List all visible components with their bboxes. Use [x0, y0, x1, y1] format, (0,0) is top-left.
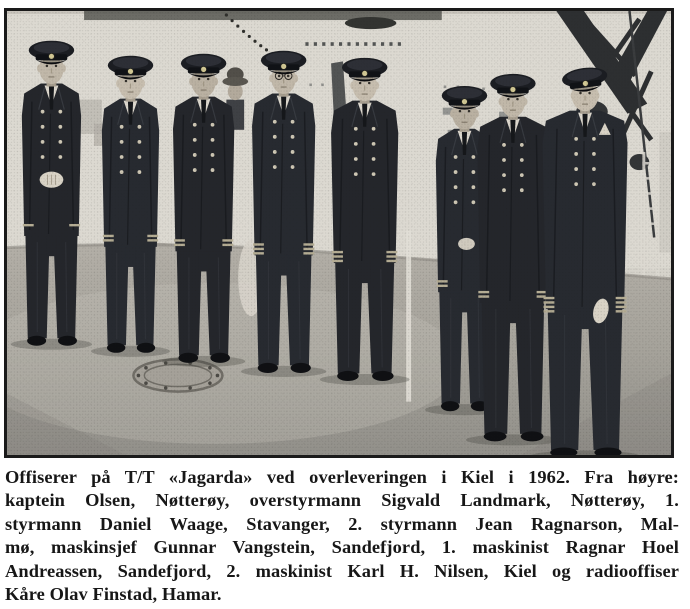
photo-caption [5, 466, 679, 606]
caption-line: kaptein Olsen, Nøtterøy, overstyrmann Sigvald Landmark, Nøtterøy, 1. [5, 490, 679, 511]
caption-line: Andreassen, Sandefjord, 2. maskinist Karl H. Nilsen, Kiel og radiooffiser [5, 560, 679, 581]
caption-line: styrmann Daniel Waage, Stavanger, 2. styrmann Jean Ragnarson, Mal- [5, 513, 679, 534]
caption-line: mø, maskinsjef Gunnar Vangstein, Sandefjord, 1. maskinist Ragnar Hoel [5, 537, 679, 558]
halftone-overlay [7, 11, 671, 455]
ship-photo [4, 8, 674, 458]
caption-line: Kåre Olav Finstad, Hamar. [5, 584, 222, 605]
caption-line: Offiserer på T/T «Jagarda» ved overleveringen i Kiel i 1962. Fra høyre: [5, 467, 679, 487]
ship-photo-canvas [7, 11, 671, 455]
